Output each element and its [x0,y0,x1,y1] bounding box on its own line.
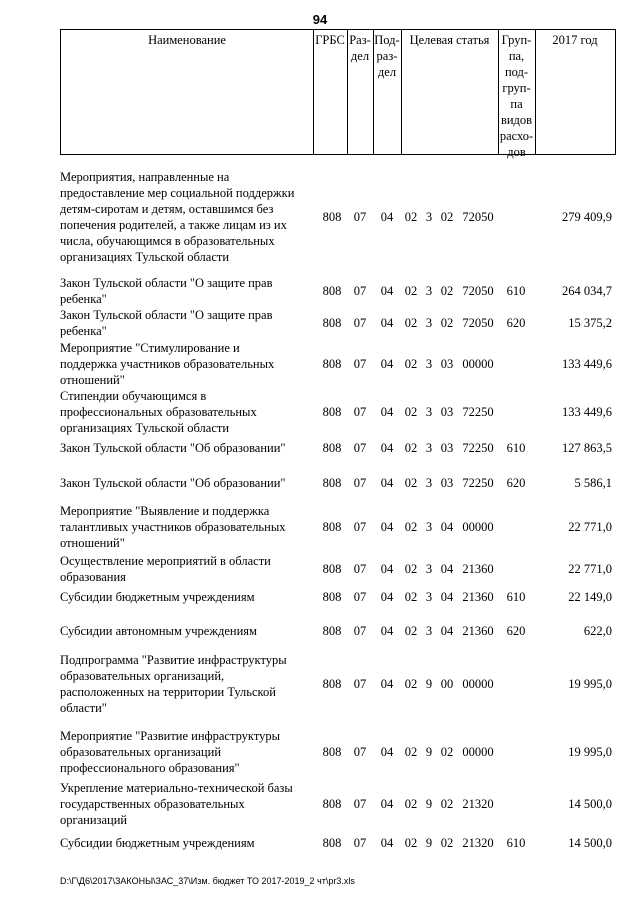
cell-pr: 04 [380,357,394,371]
row-name-line: организациях Тульской области [60,421,230,435]
cell-rz: 07 [353,677,367,691]
row-name [60,835,310,851]
row-name-line: государственных образовательных [60,797,245,811]
table-row [60,169,616,269]
cell-rz: 07 [353,357,367,371]
row-name-line: детям-сиротам и детям, оставшимся без [60,202,274,216]
cell-rz: 07 [353,405,367,419]
cell-t3: 03 [440,405,454,419]
row-name-line: образовательных организаций, [60,669,225,683]
cell-t4: 21360 [462,562,494,576]
cell-rz: 07 [353,562,367,576]
cell-t3: 02 [440,316,454,330]
cell-t2: 9 [425,745,433,759]
cell-rz: 07 [353,624,367,638]
row-name-line: Закон Тульской области "Об образовании" [60,476,286,490]
row-name-line: Мероприятие "Стимулирование и [60,341,240,355]
cell-t2: 3 [425,476,433,490]
cell-amount: 133 449,6 [562,357,612,371]
row-name [60,589,310,605]
cell-t1: 02 [404,520,418,534]
cell-amount: 19 995,0 [568,677,612,691]
row-name-line: числа, обучающимся в образовательных [60,234,275,248]
cell-rz: 07 [353,590,367,604]
cell-amount: 264 034,7 [562,284,612,298]
cell-t1: 02 [404,210,418,224]
cell-pr: 04 [380,836,394,850]
cell-t2: 3 [425,441,433,455]
cell-rz: 07 [353,797,367,811]
table-row [60,503,616,551]
cell-t2: 3 [425,357,433,371]
cell-t2: 9 [425,677,433,691]
header-podrazdel [373,30,401,154]
header-group-line: па [510,97,523,111]
cell-t1: 02 [404,476,418,490]
cell-t3: 02 [440,210,454,224]
cell-t2: 3 [425,520,433,534]
row-name-line: организаций [60,813,128,827]
cell-t4: 72250 [462,476,494,490]
row-name-line: Закон Тульской области "О защите прав [60,308,273,322]
cell-rz: 07 [353,210,367,224]
cell-t4: 72050 [462,284,494,298]
cell-vr: 610 [506,590,526,604]
table-row [60,589,616,621]
row-name [60,388,310,436]
row-name [60,169,310,265]
cell-amount: 15 375,2 [568,316,612,330]
cell-vr: 620 [506,624,526,638]
cell-amount: 133 449,6 [562,405,612,419]
cell-grbs: 808 [322,476,342,490]
row-name [60,652,310,716]
cell-t1: 02 [404,284,418,298]
cell-t1: 02 [404,405,418,419]
cell-t2: 3 [425,624,433,638]
header-razdel [347,30,373,154]
cell-t3: 04 [440,562,454,576]
table-header [60,29,616,159]
page-number: 94 [312,12,328,27]
row-name-line: Укрепление материально-технической базы [60,781,293,795]
header-group-line: па, [508,49,525,63]
cell-grbs: 808 [322,210,342,224]
cell-vr: 620 [506,316,526,330]
cell-rz: 07 [353,316,367,330]
header-year: 2017 год [552,33,598,47]
header-razdel-line: Раз- [349,33,371,47]
row-name-line: попечения родителей, а также лицам из их [60,218,287,232]
cell-t1: 02 [404,836,418,850]
row-name-line: ребенка" [60,292,107,306]
cell-pr: 04 [380,284,394,298]
cell-grbs: 808 [322,797,342,811]
cell-grbs: 808 [322,284,342,298]
header-group-line: видов [500,113,533,127]
cell-t3: 03 [440,441,454,455]
row-name-line: Мероприятия, направленные на [60,170,230,184]
cell-t4: 21320 [462,797,494,811]
row-name-line: профессионального образования" [60,761,240,775]
cell-t3: 04 [440,624,454,638]
cell-grbs: 808 [322,357,342,371]
cell-t2: 3 [425,405,433,419]
cell-t4: 00000 [462,520,494,534]
cell-t3: 00 [440,677,454,691]
cell-t1: 02 [404,357,418,371]
table-row [60,307,616,337]
cell-t1: 02 [404,797,418,811]
cell-t1: 02 [404,316,418,330]
cell-grbs: 808 [322,520,342,534]
table-row [60,275,616,305]
cell-pr: 04 [380,677,394,691]
table-row [60,652,616,726]
row-name-line: поддержка участников образовательных [60,357,275,371]
cell-t4: 72050 [462,210,494,224]
row-name [60,503,310,551]
header-group [498,30,535,159]
row-name-line: Субсидии бюджетным учреждениям [60,836,255,850]
cell-t3: 04 [440,520,454,534]
header-name: Наименование [148,33,226,47]
row-name [60,780,310,828]
cell-t2: 9 [425,836,433,850]
cell-t4: 00000 [462,745,494,759]
cell-amount: 14 500,0 [568,836,612,850]
row-name-line: образовательных организаций [60,745,222,759]
cell-grbs: 808 [322,441,342,455]
cell-t4: 72050 [462,316,494,330]
cell-grbs: 808 [322,836,342,850]
cell-t2: 3 [425,210,433,224]
cell-amount: 22 149,0 [568,590,612,604]
cell-pr: 04 [380,476,394,490]
row-name-line: отношений" [60,373,125,387]
cell-amount: 14 500,0 [568,797,612,811]
cell-t4: 00000 [462,677,494,691]
cell-rz: 07 [353,284,367,298]
cell-t4: 21320 [462,836,494,850]
cell-pr: 04 [380,745,394,759]
row-name-line: образования [60,570,126,584]
cell-rz: 07 [353,520,367,534]
row-name-line: Субсидии автономным учреждениям [60,624,257,638]
cell-rz: 07 [353,745,367,759]
cell-grbs: 808 [322,590,342,604]
header-group-line: дов [507,145,526,159]
header-grbs: ГРБС [315,33,345,47]
row-name-line: Стипендии обучающимся в [60,389,207,403]
cell-grbs: 808 [322,316,342,330]
cell-t2: 3 [425,316,433,330]
cell-t1: 02 [404,562,418,576]
row-name-line: Осуществление мероприятий в области [60,554,271,568]
cell-pr: 04 [380,210,394,224]
row-name-line: Подпрограмма "Развитие инфраструктуры [60,653,287,667]
table-row [60,835,616,867]
cell-rz: 07 [353,836,367,850]
row-name-line: Мероприятие "Выявление и поддержка [60,504,270,518]
row-name [60,475,310,491]
header-target: Целевая статья [409,33,490,47]
cell-t3: 04 [440,590,454,604]
cell-amount: 22 771,0 [568,520,612,534]
cell-t3: 02 [440,797,454,811]
cell-t3: 03 [440,357,454,371]
cell-t3: 02 [440,284,454,298]
header-group-line: расхо- [499,129,534,143]
cell-pr: 04 [380,405,394,419]
row-name-line: профессиональных образовательных [60,405,257,419]
cell-amount: 279 409,9 [562,210,612,224]
cell-t1: 02 [404,590,418,604]
header-podrazdel-line: Под- [374,33,400,47]
cell-t1: 02 [404,677,418,691]
cell-t2: 3 [425,562,433,576]
header-razdel-line: дел [350,49,370,63]
cell-t2: 3 [425,284,433,298]
cell-vr: 610 [506,284,526,298]
table-row [60,553,616,587]
table-row [60,388,616,438]
cell-rz: 07 [353,441,367,455]
row-name [60,275,310,307]
row-name-line: предоставление мер социальной поддержки [60,186,295,200]
cell-grbs: 808 [322,562,342,576]
cell-t1: 02 [404,745,418,759]
cell-t1: 02 [404,624,418,638]
row-name [60,340,310,388]
header-podrazdel-line: раз- [376,49,398,63]
row-name [60,553,310,585]
cell-amount: 22 771,0 [568,562,612,576]
cell-t3: 02 [440,836,454,850]
header-group-line: груп- [502,81,531,95]
cell-rz: 07 [353,476,367,490]
row-name [60,728,310,776]
cell-amount: 127 863,5 [562,441,612,455]
row-name-line: области" [60,701,107,715]
file-path-footer: D:\Г\Д6\2017\ЗАКОНЫ\ЗАС_37\Изм. бюджет ТО 2017-2019_2 чт\pr3.xls [60,876,355,886]
cell-grbs: 808 [322,745,342,759]
header-podrazdel-line: дел [377,65,397,79]
cell-t3: 03 [440,476,454,490]
header-group-line: под- [504,65,529,79]
cell-pr: 04 [380,562,394,576]
row-name-line: Мероприятие "Развитие инфраструктуры [60,729,281,743]
cell-amount: 19 995,0 [568,745,612,759]
table-row [60,780,616,832]
table-row [60,728,616,778]
row-name [60,307,310,339]
cell-t3: 02 [440,745,454,759]
cell-t2: 3 [425,590,433,604]
cell-vr: 610 [506,836,526,850]
cell-vr: 610 [506,441,526,455]
table-row [60,623,616,651]
cell-t2: 9 [425,797,433,811]
cell-pr: 04 [380,624,394,638]
row-name-line: Закон Тульской области "О защите прав [60,276,273,290]
cell-t4: 72250 [462,405,494,419]
row-name-line: ребенка" [60,324,107,338]
row-name-line: отношений" [60,536,125,550]
table-row [60,340,616,388]
cell-t4: 00000 [462,357,494,371]
cell-t4: 72250 [462,441,494,455]
cell-amount: 622,0 [583,624,612,638]
cell-pr: 04 [380,590,394,604]
cell-pr: 04 [380,316,394,330]
cell-t1: 02 [404,441,418,455]
cell-grbs: 808 [322,624,342,638]
cell-vr: 620 [506,476,526,490]
row-name-line: талантливых участников образовательных [60,520,286,534]
row-name [60,623,310,639]
cell-pr: 04 [380,520,394,534]
cell-grbs: 808 [322,677,342,691]
row-name-line: Закон Тульской области "Об образовании" [60,441,286,455]
header-group-line: Груп- [501,33,532,47]
cell-grbs: 808 [322,405,342,419]
cell-t4: 21360 [462,624,494,638]
row-name-line: расположенных на территории Тульской [60,685,276,699]
row-name-line: Субсидии бюджетным учреждениям [60,590,255,604]
cell-pr: 04 [380,441,394,455]
cell-t4: 21360 [462,590,494,604]
table-row [60,440,616,472]
row-name-line: организациях Тульской области [60,250,230,264]
cell-pr: 04 [380,797,394,811]
cell-amount: 5 586,1 [574,476,612,490]
row-name [60,440,310,456]
